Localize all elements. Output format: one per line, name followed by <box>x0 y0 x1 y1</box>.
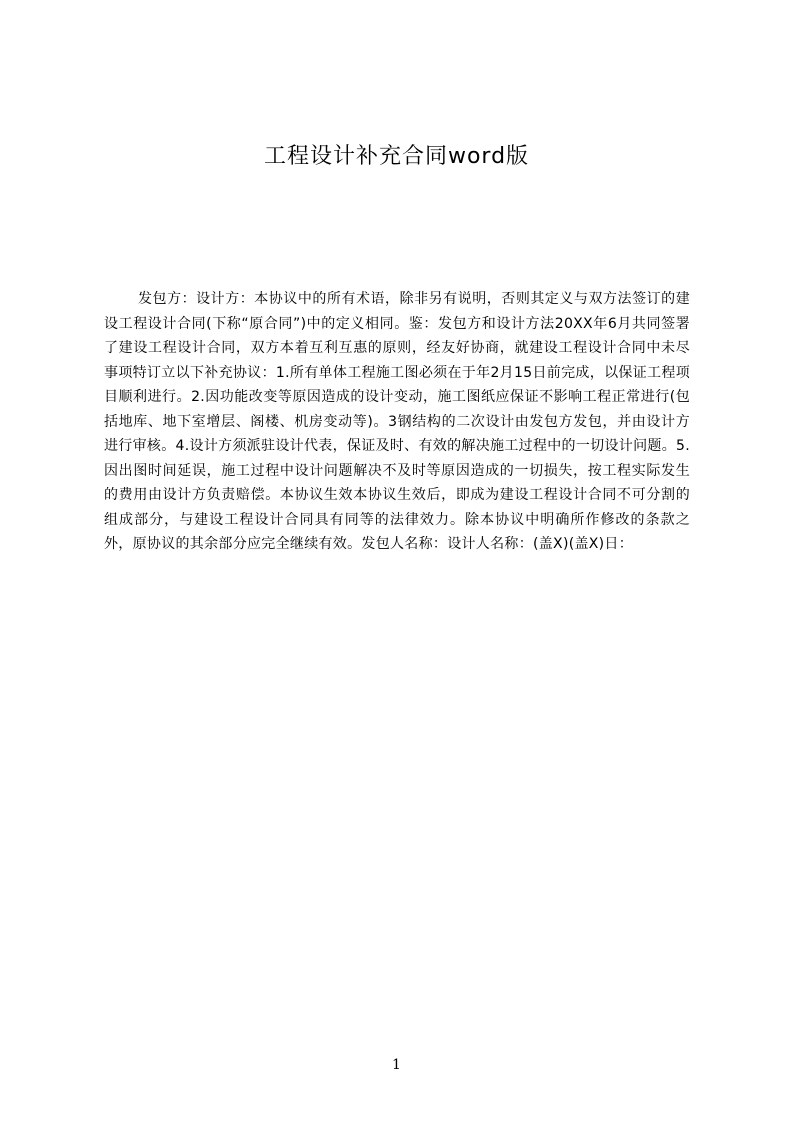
document-title: 工程设计补充合同word版 <box>263 144 530 169</box>
body-paragraph: 发包方：设计方：本协议中的所有术语，除非另有说明，否则其定义与双方法签订的建设工程设计合同(下称“原合同”)中的定义相同。鉴：发包方和设计方法20XX年6月共同签署了建设工程设计合同，双方本着互利互惠的原则，经友好协商，就建设工程设计合同中未尽事项特订立以下补充协议：1.所有单体工程施工图必须在于年2月15日前完成，以保证工程项目顺利进行。2.因功能改变等原因造成的设计变动，施工图纸应保证不影响工程正常进行(包括地库、地下室增层、阁楼、机房变动等)。3钢结构的二次设计由发包方发包，并由设计方进行审核。4.设计方须派驻设计代表，保证及时、有效的解决施工过程中的一切设计问题。5.因出图时间延误，施工过程中设计问题解决不及时等原因造成的一切损失，按工程实际发生的费用由设计方负责赔偿。本协议生效本协议生效后，即成为建设工程设计合同不可分割的组成部分，与建设工程设计合同具有同等的法律效力。除本协议中明确所作修改的条款之外，原协议的其余部分应完全继续有效。发包人名称：设计人名称：(盖X)(盖X)日： <box>104 291 690 552</box>
page-number: 1 <box>392 1057 401 1073</box>
